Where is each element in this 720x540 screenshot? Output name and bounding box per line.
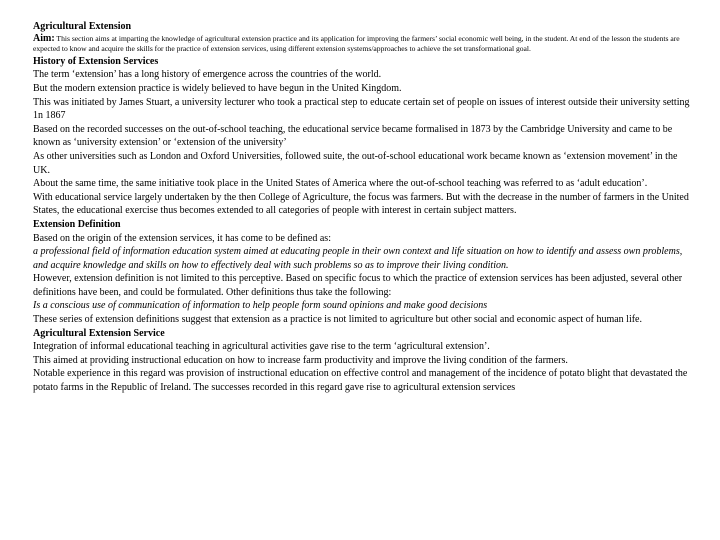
aim-label: Aim: xyxy=(33,32,55,44)
paragraph: However, extension definition is not limited to this perceptive. Based on specific focus to which the practice of extension services has been adjusted, several other definitions have been, and could be formulated. Other definitions thus take the following: xyxy=(33,273,683,298)
section-heading-history-of-extension-services: History of Extension Services xyxy=(33,55,159,67)
paragraph: Based on the origin of the extension services, it has come to be defined as: xyxy=(33,232,331,244)
document-page xyxy=(33,20,690,395)
paragraph: Notable experience in this regard was provision of instructional education on effective control and management of the incidence of potato blight that devastated the potato farms in the Republic of Ireland. The successes recorded in this regard gave rise to agricultural extension services xyxy=(33,368,688,394)
definition-italic-paragraph: Is a conscious use of communication of information to help people form sound opinions and make good decisions xyxy=(33,300,488,312)
paragraph: These series of extension definitions suggest that extension as a practice is not limited to agriculture but other social and economic aspect of human life. xyxy=(33,314,642,326)
paragraph: This aimed at providing instructional education on how to increase farm productivity and improve the living condition of the farmers. xyxy=(33,354,568,366)
paragraph: The term ‘extension’ has a long history of emergence across the countries of the world. xyxy=(33,69,382,81)
section-heading-extension-definition: Extension Definition xyxy=(33,218,121,230)
paragraph: Integration of informal educational teaching in agricultural activities gave rise to the term ‘agricultural extension’. xyxy=(33,341,490,353)
paragraph: About the same time, the same initiative took place in the United States of America where the out-of-school teaching was referred to as ‘adult education’. xyxy=(33,178,648,190)
paragraph: With educational service largely undertaken by the then College of Agriculture, the focus was farmers. But with the decrease in the number of farmers in the United States, the educational exercise thus becomes extended to all categories of people with interest in certain subject matters. xyxy=(33,191,689,217)
paragraph: But the modern extension practice is widely believed to have begun in the United Kingdom. xyxy=(33,82,402,94)
paragraph: Based on the recorded successes on the out-of-school teaching, the educational service became formalised in 1873 by the Cambridge University and came to be known as ‘university extension’ or ‘extension of the university’ xyxy=(33,123,673,149)
aim-paragraph xyxy=(33,34,690,55)
section-heading-agricultural-extension: Agricultural Extension xyxy=(33,21,132,32)
section-heading-agricultural-extension-service: Agricultural Extension Service xyxy=(33,327,165,339)
paragraph: This was initiated by James Stuart, a university lecturer who took a practical step to educate certain set of people on issues of interest outside their university setting 1n 1867 xyxy=(33,96,690,122)
aim-text: This section aims at imparting the knowledge of agricultural extension practice and its application for improving the farmers’ social economic well being, in the student. At end of the lesson the students are expected to know and acquire the skills for the practice of extension services, using different extension systems/approaches to achieve the set transformational goal. xyxy=(33,33,680,54)
paragraph: As other universities such as London and Oxford Universities, followed suite, the out-of-school educational work became known as ‘extension movement’ in the UK. xyxy=(33,150,678,176)
definition-italic-paragraph: a professional field of information education system aimed at educating people in their own context and life situation on how to identify and assess own problems, and acquire knowledge and skills on how to effectively deal with such problems so as to improve their living condition. xyxy=(33,246,683,271)
